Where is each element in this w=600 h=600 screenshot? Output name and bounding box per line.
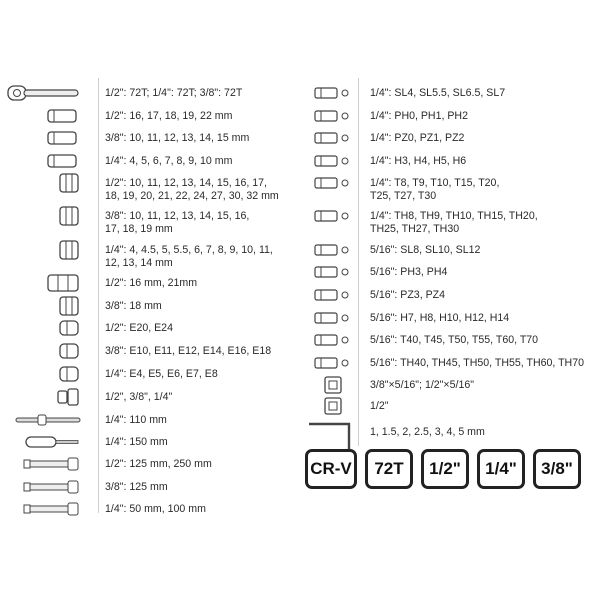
item-label: 1/2": 16, 17, 18, 19, 22 mm <box>105 110 233 122</box>
item-label: 1/4": 4, 5, 6, 7, 8, 9, 10 mm <box>105 155 233 167</box>
universal-joint-icon <box>2 385 82 409</box>
item-label: 1/4": TH8, TH9, TH10, TH15, TH20, TH25, TH27, TH30 <box>370 210 538 235</box>
slotted-bit-icon <box>305 81 355 105</box>
item-label: 3/8": 125 mm <box>105 481 168 493</box>
quarter-inch-badge: 1/4" <box>477 449 525 489</box>
deep-socket-icon <box>2 149 82 173</box>
socket-icon <box>2 294 82 318</box>
item-label: 3/8": 10, 11, 12, 13, 14, 15 mm <box>105 132 250 144</box>
item-label: 5/16": H7, H8, H10, H12, H14 <box>370 312 510 324</box>
left-divider <box>98 78 99 513</box>
item-label: 1/4": SL4, SL5.5, SL6.5, SL7 <box>370 87 506 99</box>
slotted-bit-icon <box>305 238 355 262</box>
item-label: 1/4": 4, 4.5, 5, 5.5, 6, 7, 8, 9, 10, 11, 12, 13, 14 mm <box>105 244 273 269</box>
hex-bit-icon <box>305 149 355 173</box>
hex-bit-icon <box>305 306 355 330</box>
item-label: 5/16": PZ3, PZ4 <box>370 289 446 301</box>
item-label: 1/2" <box>370 400 389 412</box>
cr-v-badge: CR-V <box>305 449 357 489</box>
bit-adapter-icon <box>305 394 355 418</box>
item-label: 1/2": 125 mm, 250 mm <box>105 458 212 470</box>
three-eighths-badge: 3/8" <box>533 449 581 489</box>
item-label: 1/4": 110 mm <box>105 414 167 426</box>
item-label: 3/8": 18 mm <box>105 300 162 312</box>
badge-row <box>305 449 595 497</box>
socket-icon <box>2 238 82 262</box>
item-label: 1/4": PZ0, PZ1, PZ2 <box>370 132 465 144</box>
e-torx-socket-icon <box>2 339 82 363</box>
item-label: 1/4": PH0, PH1, PH2 <box>370 110 468 122</box>
socket-icon <box>2 171 82 195</box>
socket-icon <box>2 204 82 228</box>
phillips-bit-icon <box>305 260 355 284</box>
torx-bit-icon <box>305 328 355 352</box>
right-divider <box>358 78 359 446</box>
phillips-bit-icon <box>305 104 355 128</box>
e-torx-socket-icon <box>2 316 82 340</box>
item-label: 3/8": 10, 11, 12, 13, 14, 15, 16, 17, 18, 19 mm <box>105 210 250 235</box>
torx-bit-icon <box>305 171 355 195</box>
item-label: 1/2", 3/8", 1/4" <box>105 391 173 403</box>
item-label: 1/4": T8, T9, T10, T15, T20, T25, T27, T30 <box>370 177 500 202</box>
item-label: 1/4": 50 mm, 100 mm <box>105 503 206 515</box>
item-label: 1/2": 16 mm, 21mm <box>105 277 198 289</box>
item-label: 1/4": H3, H4, H5, H6 <box>370 155 467 167</box>
screwdriver-handle-icon <box>2 430 82 454</box>
item-label: 1, 1.5, 2, 2.5, 3, 4, 5 mm <box>370 426 485 438</box>
item-label: 5/16": TH40, TH45, TH50, TH55, TH60, TH70 <box>370 357 584 369</box>
torx-tamper-bit-icon <box>305 204 355 228</box>
spark-plug-socket-icon <box>2 271 82 295</box>
item-label: 1/2": 10, 11, 12, 13, 14, 15, 16, 17, 18, 19, 20, 21, 22, 24, 27, 30, 32 mm <box>105 177 279 202</box>
item-label: 1/4": 150 mm <box>105 436 168 448</box>
item-label: 1/2": E20, E24 <box>105 322 173 334</box>
item-label: 5/16": T40, T45, T50, T55, T60, T70 <box>370 334 539 346</box>
item-label: 5/16": SL8, SL10, SL12 <box>370 244 481 256</box>
deep-socket-icon <box>2 126 82 150</box>
e-torx-socket-icon <box>2 362 82 386</box>
item-label: 1/2": 72T; 1/4": 72T; 3/8": 72T <box>105 87 243 99</box>
half-inch-badge: 1/2" <box>421 449 469 489</box>
ratchet-handle-icon <box>2 81 82 105</box>
hex-key-icon <box>305 420 355 444</box>
item-label: 5/16": PH3, PH4 <box>370 266 448 278</box>
item-label: 3/8"×5/16"; 1/2"×5/16" <box>370 379 474 391</box>
72t-badge: 72T <box>365 449 413 489</box>
extension-bar-icon <box>2 475 82 499</box>
extension-bar-icon <box>2 452 82 476</box>
sliding-t-bar-icon <box>2 408 82 432</box>
item-label: 1/4": E4, E5, E6, E7, E8 <box>105 368 218 380</box>
pozidriv-bit-icon <box>305 126 355 150</box>
extension-bar-icon <box>2 497 82 521</box>
deep-socket-icon <box>2 104 82 128</box>
item-label: 3/8": E10, E11, E12, E14, E16, E18 <box>105 345 272 357</box>
torx-tamper-bit-icon <box>305 351 355 375</box>
pozidriv-bit-icon <box>305 283 355 307</box>
